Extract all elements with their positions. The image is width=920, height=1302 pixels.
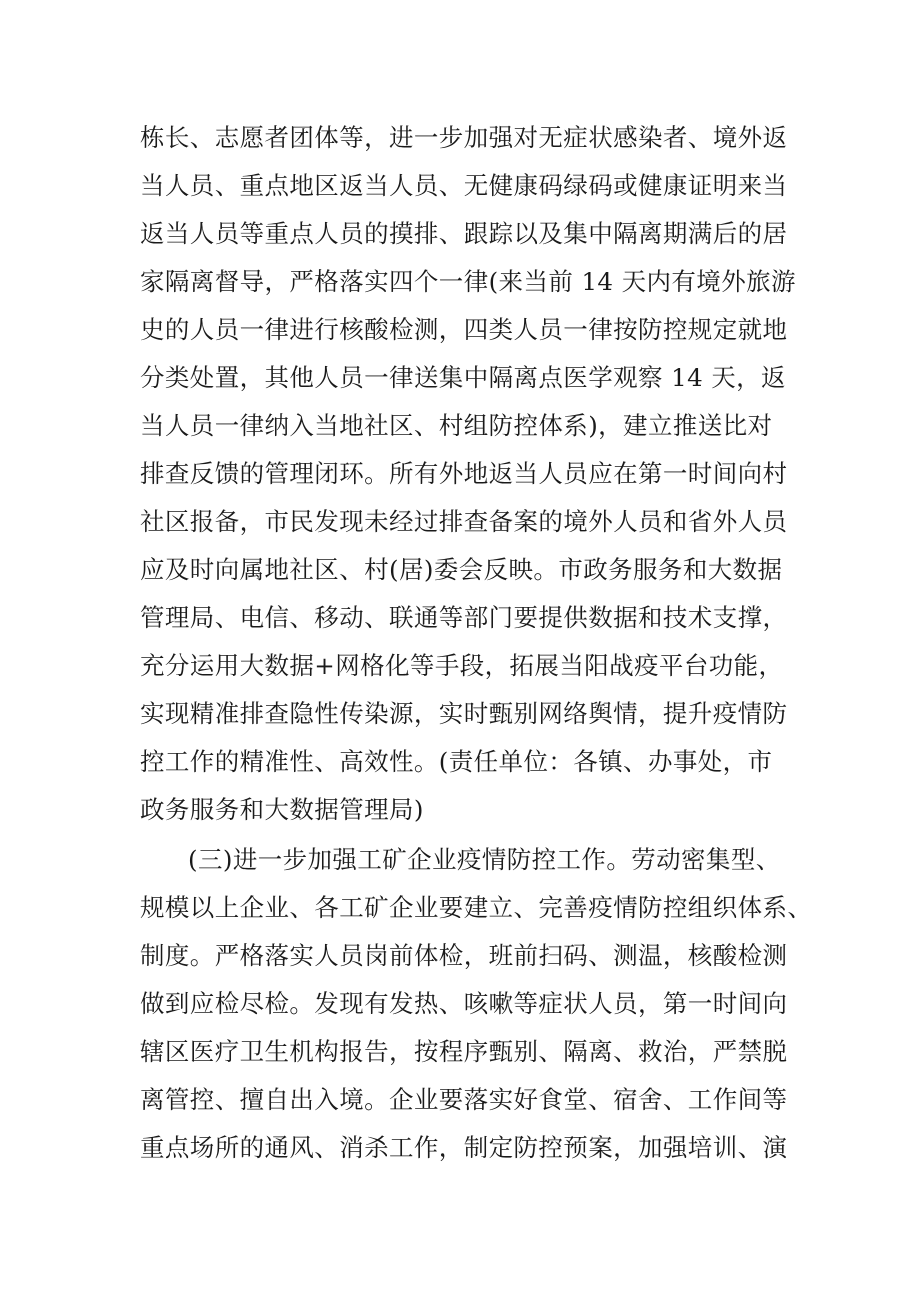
text-line: 管理局、电信、移动、联通等部门要提供数据和技术支撑，: [140, 603, 788, 632]
text-line: 辖区医疗卫生机构报告，按程序甄别、隔离、救治，严禁脱: [140, 1037, 788, 1066]
text-line: 实现精准排查隐性传染源，实时甄别网络舆情，提升疫情防: [140, 699, 788, 728]
text-line: 分类处置，其他人员一律送集中隔离点医学观察 14 天，返: [140, 363, 786, 392]
text-line: 制度。严格落实人员岗前体检，班前扫码、测温，核酸检测: [140, 941, 788, 970]
text-line: 规模以上企业、各工矿企业要建立、完善疫情防控组织体系、: [140, 893, 813, 922]
text-line: 排查反馈的管理闭环。所有外地返当人员应在第一时间向村: [140, 459, 788, 488]
text-line: 社区报备，市民发现未经过排查备案的境外人员和省外人员: [140, 507, 788, 536]
text-line: 政务服务和大数据管理局): [140, 795, 424, 824]
text-line: 做到应检尽检。发现有发热、咳嗽等症状人员，第一时间向: [140, 989, 788, 1018]
text-line: 史的人员一律进行核酸检测，四类人员一律按防控规定就地: [140, 315, 788, 344]
text-line: 返当人员等重点人员的摸排、跟踪以及集中隔离期满后的居: [140, 219, 788, 248]
text-line: 重点场所的通风、消杀工作，制定防控预案，加强培训、演: [140, 1133, 788, 1162]
section-heading-line: (三)进一步加强工矿企业疫情防控工作。劳动密集型、: [188, 845, 781, 874]
text-line: 栋长、志愿者团体等，进一步加强对无症状感染者、境外返: [140, 123, 788, 152]
text-line: 家隔离督导，严格落实四个一律(来当前 14 天内有境外旅游: [140, 267, 796, 296]
text-line: 控工作的精准性、高效性。(责任单位：各镇、办事处，市: [140, 747, 773, 776]
text-line: 当人员、重点地区返当人员、无健康码绿码或健康证明来当: [140, 171, 788, 200]
text-line: 离管控、擅自出入境。企业要落实好食堂、宿舍、工作间等: [140, 1085, 788, 1114]
text-line: 充分运用大数据+网格化等手段，拓展当阳战疫平台功能，: [140, 651, 784, 680]
text-line: 当人员一律纳入当地社区、村组防控体系)，建立推送比对: [140, 411, 773, 440]
text-line: 应及时向属地社区、村(居)委会反映。市政务服务和大数据: [140, 555, 783, 584]
